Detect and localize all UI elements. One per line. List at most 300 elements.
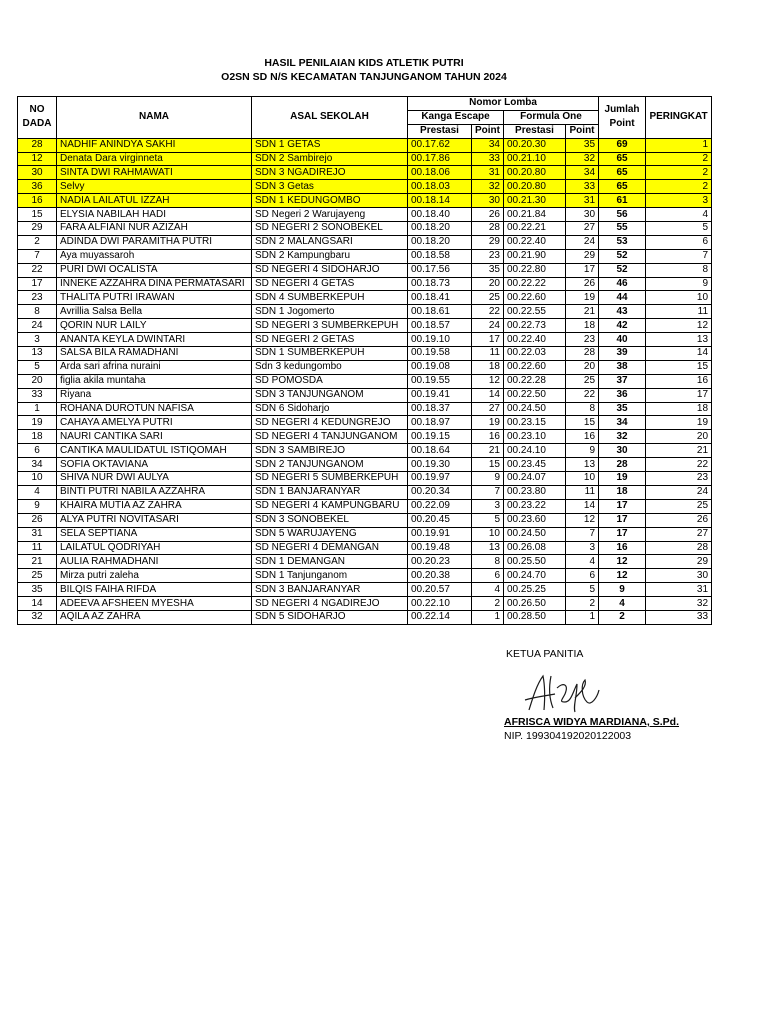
cell-peringkat: 29 [646,555,712,569]
cell-peringkat: 23 [646,472,712,486]
cell-jumlah-point: 28 [599,458,646,472]
cell-no-dada: 16 [18,194,57,208]
cell-asal-sekolah: SDN 1 DEMANGAN [252,555,408,569]
cell-point-kanga: 6 [472,569,504,583]
cell-peringkat: 14 [646,347,712,361]
cell-asal-sekolah: SD NEGERI 5 SUMBERKEPUH [252,472,408,486]
cell-peringkat: 7 [646,249,712,263]
cell-prestasi-kanga: 00.19.15 [408,430,472,444]
cell-asal-sekolah: SD NEGERI 4 KAMPUNGBARU [252,499,408,513]
cell-asal-sekolah: SDN 2 TANJUNGANOM [252,458,408,472]
cell-prestasi-formula: 00.22.40 [504,333,566,347]
cell-prestasi-formula: 00.24.50 [504,402,566,416]
table-row [18,402,712,416]
table-row [18,180,712,194]
cell-nama: Denata Dara virginneta [57,152,252,166]
cell-asal-sekolah: SDN 4 SUMBERKEPUH [252,291,408,305]
table-row [18,610,712,624]
cell-prestasi-formula: 00.24.10 [504,444,566,458]
cell-point-kanga: 19 [472,416,504,430]
cell-point-kanga: 23 [472,249,504,263]
cell-asal-sekolah: SDN 5 WARUJAYENG [252,527,408,541]
cell-no-dada: 23 [18,291,57,305]
cell-nama: Avrillia Salsa Bella [57,305,252,319]
cell-point-kanga: 20 [472,277,504,291]
cell-jumlah-point: 38 [599,360,646,374]
cell-prestasi-formula: 00.21.30 [504,194,566,208]
cell-point-formula: 14 [566,499,599,513]
cell-prestasi-formula: 00.20.30 [504,138,566,152]
table-row [18,333,712,347]
cell-no-dada: 31 [18,527,57,541]
cell-prestasi-kanga: 00.18.37 [408,402,472,416]
cell-point-kanga: 34 [472,138,504,152]
cell-point-kanga: 21 [472,444,504,458]
cell-peringkat: 33 [646,610,712,624]
cell-prestasi-formula: 00.24.07 [504,472,566,486]
cell-jumlah-point: 12 [599,569,646,583]
cell-point-formula: 1 [566,610,599,624]
table-row [18,541,712,555]
cell-asal-sekolah: SDN 3 BANJARANYAR [252,583,408,597]
cell-no-dada: 4 [18,485,57,499]
cell-peringkat: 16 [646,374,712,388]
document-subtitle: O2SN SD N/S KECAMATAN TANJUNGANOM TAHUN 2024 [221,71,507,83]
cell-point-formula: 27 [566,222,599,236]
header-no-dada: NO DADA [18,97,57,139]
cell-no-dada: 24 [18,319,57,333]
cell-point-kanga: 12 [472,374,504,388]
cell-prestasi-kanga: 00.22.14 [408,610,472,624]
cell-prestasi-formula: 00.22.50 [504,388,566,402]
header-prestasi-kanga: Prestasi [408,124,472,138]
cell-no-dada: 15 [18,208,57,222]
cell-nama: Selvy [57,180,252,194]
cell-nama: SALSA BILA RAMADHANI [57,347,252,361]
cell-peringkat: 20 [646,430,712,444]
cell-point-formula: 2 [566,597,599,611]
cell-no-dada: 36 [18,180,57,194]
cell-peringkat: 30 [646,569,712,583]
cell-point-kanga: 33 [472,152,504,166]
cell-prestasi-kanga: 00.22.10 [408,597,472,611]
cell-nama: QORIN NUR LAILY [57,319,252,333]
cell-point-kanga: 10 [472,527,504,541]
cell-no-dada: 29 [18,222,57,236]
cell-nama: ROHANA DUROTUN NAFISA [57,402,252,416]
cell-prestasi-kanga: 00.18.97 [408,416,472,430]
cell-point-formula: 30 [566,208,599,222]
cell-point-kanga: 24 [472,319,504,333]
cell-point-formula: 17 [566,263,599,277]
cell-point-kanga: 3 [472,499,504,513]
results-table [17,96,712,625]
cell-no-dada: 1 [18,402,57,416]
cell-asal-sekolah: SDN 2 MALANGSARI [252,235,408,249]
cell-peringkat: 2 [646,166,712,180]
cell-point-formula: 12 [566,513,599,527]
cell-point-kanga: 25 [472,291,504,305]
cell-prestasi-kanga: 00.19.48 [408,541,472,555]
cell-jumlah-point: 52 [599,249,646,263]
cell-peringkat: 21 [646,444,712,458]
cell-prestasi-kanga: 00.17.62 [408,138,472,152]
cell-jumlah-point: 61 [599,194,646,208]
cell-point-formula: 8 [566,402,599,416]
cell-point-formula: 35 [566,138,599,152]
cell-prestasi-kanga: 00.18.41 [408,291,472,305]
cell-no-dada: 26 [18,513,57,527]
cell-point-kanga: 28 [472,222,504,236]
cell-prestasi-kanga: 00.19.55 [408,374,472,388]
header-kanga-escape: Kanga Escape [408,110,504,124]
cell-point-formula: 31 [566,194,599,208]
cell-prestasi-formula: 00.26.50 [504,597,566,611]
table-row [18,305,712,319]
cell-peringkat: 15 [646,360,712,374]
table-row [18,458,712,472]
cell-peringkat: 13 [646,333,712,347]
cell-prestasi-kanga: 00.18.40 [408,208,472,222]
cell-asal-sekolah: SD NEGERI 4 KEDUNGREJO [252,416,408,430]
cell-point-formula: 28 [566,347,599,361]
cell-prestasi-kanga: 00.18.14 [408,194,472,208]
cell-point-formula: 7 [566,527,599,541]
cell-prestasi-formula: 00.23.80 [504,485,566,499]
signature-title: KETUA PANITIA [506,648,584,660]
cell-prestasi-kanga: 00.19.41 [408,388,472,402]
cell-asal-sekolah: SD NEGERI 4 TANJUNGANOM [252,430,408,444]
cell-point-kanga: 9 [472,472,504,486]
cell-point-formula: 24 [566,235,599,249]
table-row [18,152,712,166]
cell-nama: THALITA PUTRI IRAWAN [57,291,252,305]
cell-prestasi-formula: 00.26.08 [504,541,566,555]
cell-prestasi-kanga: 00.20.45 [408,513,472,527]
cell-nama: SELA SEPTIANA [57,527,252,541]
cell-point-formula: 9 [566,444,599,458]
cell-no-dada: 11 [18,541,57,555]
cell-jumlah-point: 65 [599,166,646,180]
cell-nama: BILQIS FAIHA RIFDA [57,583,252,597]
cell-point-formula: 5 [566,583,599,597]
cell-no-dada: 35 [18,583,57,597]
cell-nama: BINTI PUTRI NABILA AZZAHRA [57,485,252,499]
cell-asal-sekolah: SD NEGERI 4 NGADIREJO [252,597,408,611]
cell-jumlah-point: 12 [599,555,646,569]
cell-prestasi-formula: 00.25.25 [504,583,566,597]
cell-point-kanga: 15 [472,458,504,472]
cell-peringkat: 4 [646,208,712,222]
cell-prestasi-formula: 00.24.70 [504,569,566,583]
cell-jumlah-point: 17 [599,527,646,541]
cell-nama: LAILATUL QODRIYAH [57,541,252,555]
cell-point-formula: 22 [566,388,599,402]
cell-no-dada: 10 [18,472,57,486]
cell-asal-sekolah: SDN 1 KEDUNGOMBO [252,194,408,208]
table-row [18,319,712,333]
cell-prestasi-formula: 00.22.60 [504,360,566,374]
cell-asal-sekolah: SDN 3 NGADIREJO [252,166,408,180]
cell-point-formula: 15 [566,416,599,430]
cell-no-dada: 3 [18,333,57,347]
cell-point-kanga: 14 [472,388,504,402]
cell-nama: Mirza putri zaleha [57,569,252,583]
cell-point-kanga: 11 [472,347,504,361]
cell-no-dada: 30 [18,166,57,180]
cell-prestasi-kanga: 00.18.03 [408,180,472,194]
cell-nama: CANTIKA MAULIDATUL ISTIQOMAH [57,444,252,458]
cell-point-formula: 26 [566,277,599,291]
cell-asal-sekolah: SD NEGERI 2 SONOBEKEL [252,222,408,236]
table-body [18,138,712,624]
cell-point-formula: 33 [566,180,599,194]
header-point-formula: Point [566,124,599,138]
cell-no-dada: 33 [18,388,57,402]
table-row [18,485,712,499]
signature-name: AFRISCA WIDYA MARDIANA, S.Pd. [504,716,680,728]
cell-nama: Riyana [57,388,252,402]
cell-point-kanga: 26 [472,208,504,222]
cell-jumlah-point: 65 [599,180,646,194]
cell-prestasi-kanga: 00.19.91 [408,527,472,541]
table-row [18,249,712,263]
cell-jumlah-point: 40 [599,333,646,347]
cell-asal-sekolah: SDN 1 BANJARANYAR [252,485,408,499]
cell-nama: Arda sari afrina nuraini [57,360,252,374]
cell-peringkat: 3 [646,194,712,208]
cell-point-kanga: 32 [472,180,504,194]
table-row [18,527,712,541]
cell-prestasi-kanga: 00.18.57 [408,319,472,333]
header-nama: NAMA [57,97,252,139]
cell-jumlah-point: 19 [599,472,646,486]
cell-asal-sekolah: SD NEGERI 4 SIDOHARJO [252,263,408,277]
cell-prestasi-formula: 00.21.10 [504,152,566,166]
cell-no-dada: 28 [18,138,57,152]
cell-nama: CAHAYA AMELYA PUTRI [57,416,252,430]
cell-prestasi-formula: 00.28.50 [504,610,566,624]
cell-peringkat: 2 [646,180,712,194]
cell-nama: NADIA LAILATUL IZZAH [57,194,252,208]
cell-prestasi-kanga: 00.20.57 [408,583,472,597]
cell-point-formula: 25 [566,374,599,388]
table-row [18,472,712,486]
cell-asal-sekolah: SDN 5 SIDOHARJO [252,610,408,624]
cell-no-dada: 5 [18,360,57,374]
cell-asal-sekolah: SD POMOSDA [252,374,408,388]
table-row [18,444,712,458]
cell-no-dada: 32 [18,610,57,624]
cell-point-kanga: 30 [472,194,504,208]
cell-peringkat: 1 [646,138,712,152]
cell-jumlah-point: 69 [599,138,646,152]
cell-jumlah-point: 30 [599,444,646,458]
cell-point-kanga: 7 [472,485,504,499]
cell-jumlah-point: 16 [599,541,646,555]
cell-nama: ELYSIA NABILAH HADI [57,208,252,222]
cell-point-kanga: 16 [472,430,504,444]
cell-peringkat: 26 [646,513,712,527]
cell-no-dada: 14 [18,597,57,611]
cell-nama: PURI DWI OCALISTA [57,263,252,277]
cell-point-kanga: 4 [472,583,504,597]
cell-prestasi-formula: 00.23.15 [504,416,566,430]
table-row [18,208,712,222]
cell-no-dada: 9 [18,499,57,513]
cell-point-formula: 18 [566,319,599,333]
cell-asal-sekolah: SDN 3 SAMBIREJO [252,444,408,458]
table-row [18,374,712,388]
cell-point-formula: 21 [566,305,599,319]
cell-point-formula: 19 [566,291,599,305]
cell-prestasi-kanga: 00.19.10 [408,333,472,347]
document-title: HASIL PENILAIAN KIDS ATLETIK PUTRI [264,57,464,69]
cell-jumlah-point: 36 [599,388,646,402]
header-nomor-lomba: Nomor Lomba [408,97,599,111]
cell-peringkat: 27 [646,527,712,541]
cell-asal-sekolah: SDN 1 SUMBERKEPUH [252,347,408,361]
cell-asal-sekolah: SD NEGERI 4 GETAS [252,277,408,291]
cell-prestasi-formula: 00.23.22 [504,499,566,513]
cell-prestasi-kanga: 00.19.97 [408,472,472,486]
table-row [18,513,712,527]
cell-nama: AQILA AZ ZAHRA [57,610,252,624]
cell-peringkat: 6 [646,235,712,249]
cell-jumlah-point: 43 [599,305,646,319]
header-point-kanga: Point [472,124,504,138]
header-prestasi-formula: Prestasi [504,124,566,138]
cell-prestasi-kanga: 00.19.58 [408,347,472,361]
cell-nama: KHAIRA MUTIA AZ ZAHRA [57,499,252,513]
table-row [18,194,712,208]
cell-point-kanga: 31 [472,166,504,180]
table-row [18,291,712,305]
cell-no-dada: 18 [18,430,57,444]
cell-prestasi-formula: 00.25.50 [504,555,566,569]
cell-prestasi-kanga: 00.18.06 [408,166,472,180]
cell-asal-sekolah: SD Negeri 2 Warujayeng [252,208,408,222]
cell-prestasi-kanga: 00.18.58 [408,249,472,263]
cell-point-kanga: 18 [472,360,504,374]
cell-prestasi-formula: 00.22.22 [504,277,566,291]
cell-nama: NADHIF ANINDYA SAKHI [57,138,252,152]
cell-jumlah-point: 4 [599,597,646,611]
cell-asal-sekolah: SDN 6 Sidoharjo [252,402,408,416]
cell-prestasi-formula: 00.23.60 [504,513,566,527]
cell-prestasi-kanga: 00.17.86 [408,152,472,166]
table-row [18,222,712,236]
table-row [18,597,712,611]
table-row [18,166,712,180]
cell-jumlah-point: 35 [599,402,646,416]
cell-peringkat: 17 [646,388,712,402]
cell-prestasi-kanga: 00.17.56 [408,263,472,277]
cell-nama: INNEKE AZZAHRA DINA PERMATASARI [57,277,252,291]
cell-asal-sekolah: SD NEGERI 3 SUMBERKEPUH [252,319,408,333]
cell-jumlah-point: 46 [599,277,646,291]
table-row [18,416,712,430]
cell-jumlah-point: 18 [599,485,646,499]
cell-point-kanga: 5 [472,513,504,527]
table-row [18,277,712,291]
cell-point-formula: 4 [566,555,599,569]
cell-jumlah-point: 34 [599,416,646,430]
cell-peringkat: 2 [646,152,712,166]
cell-point-kanga: 17 [472,333,504,347]
cell-prestasi-formula: 00.21.84 [504,208,566,222]
cell-nama: SOFIA OKTAVIANA [57,458,252,472]
cell-point-kanga: 2 [472,597,504,611]
cell-prestasi-formula: 00.20.80 [504,180,566,194]
cell-jumlah-point: 39 [599,347,646,361]
cell-prestasi-kanga: 00.20.23 [408,555,472,569]
cell-asal-sekolah: SDN 1 Tanjunganom [252,569,408,583]
cell-prestasi-formula: 00.21.90 [504,249,566,263]
cell-prestasi-formula: 00.24.50 [504,527,566,541]
cell-peringkat: 11 [646,305,712,319]
cell-no-dada: 19 [18,416,57,430]
header-jumlah-point: Jumlah Point [599,97,646,139]
cell-prestasi-kanga: 00.18.20 [408,235,472,249]
table-row [18,138,712,152]
cell-point-formula: 34 [566,166,599,180]
header-peringkat: PERINGKAT [646,97,712,139]
table-row [18,263,712,277]
cell-no-dada: 6 [18,444,57,458]
cell-prestasi-formula: 00.23.45 [504,458,566,472]
cell-asal-sekolah: SDN 2 Sambirejo [252,152,408,166]
cell-point-kanga: 8 [472,555,504,569]
cell-asal-sekolah: SD NEGERI 2 GETAS [252,333,408,347]
table-header [18,97,712,139]
cell-nama: ADEEVA AFSHEEN MYESHA [57,597,252,611]
cell-no-dada: 17 [18,277,57,291]
cell-point-kanga: 29 [472,235,504,249]
cell-jumlah-point: 44 [599,291,646,305]
cell-nama: AULIA RAHMADHANI [57,555,252,569]
cell-nama: NAURI CANTIKA SARI [57,430,252,444]
cell-peringkat: 22 [646,458,712,472]
cell-point-formula: 3 [566,541,599,555]
table-row [18,235,712,249]
cell-prestasi-formula: 00.22.28 [504,374,566,388]
cell-jumlah-point: 52 [599,263,646,277]
cell-peringkat: 8 [646,263,712,277]
table-row [18,430,712,444]
cell-prestasi-kanga: 00.20.34 [408,485,472,499]
cell-point-kanga: 13 [472,541,504,555]
cell-peringkat: 32 [646,597,712,611]
cell-jumlah-point: 55 [599,222,646,236]
cell-prestasi-kanga: 00.20.38 [408,569,472,583]
cell-peringkat: 28 [646,541,712,555]
cell-no-dada: 34 [18,458,57,472]
cell-prestasi-kanga: 00.18.20 [408,222,472,236]
cell-peringkat: 19 [646,416,712,430]
cell-asal-sekolah: SDN 3 Getas [252,180,408,194]
cell-asal-sekolah: SDN 1 Jogomerto [252,305,408,319]
cell-no-dada: 22 [18,263,57,277]
cell-prestasi-formula: 00.22.21 [504,222,566,236]
cell-prestasi-formula: 00.22.73 [504,319,566,333]
cell-no-dada: 25 [18,569,57,583]
cell-nama: FARA ALFIANI NUR AZIZAH [57,222,252,236]
cell-point-formula: 10 [566,472,599,486]
cell-point-formula: 13 [566,458,599,472]
table-row [18,569,712,583]
cell-peringkat: 31 [646,583,712,597]
